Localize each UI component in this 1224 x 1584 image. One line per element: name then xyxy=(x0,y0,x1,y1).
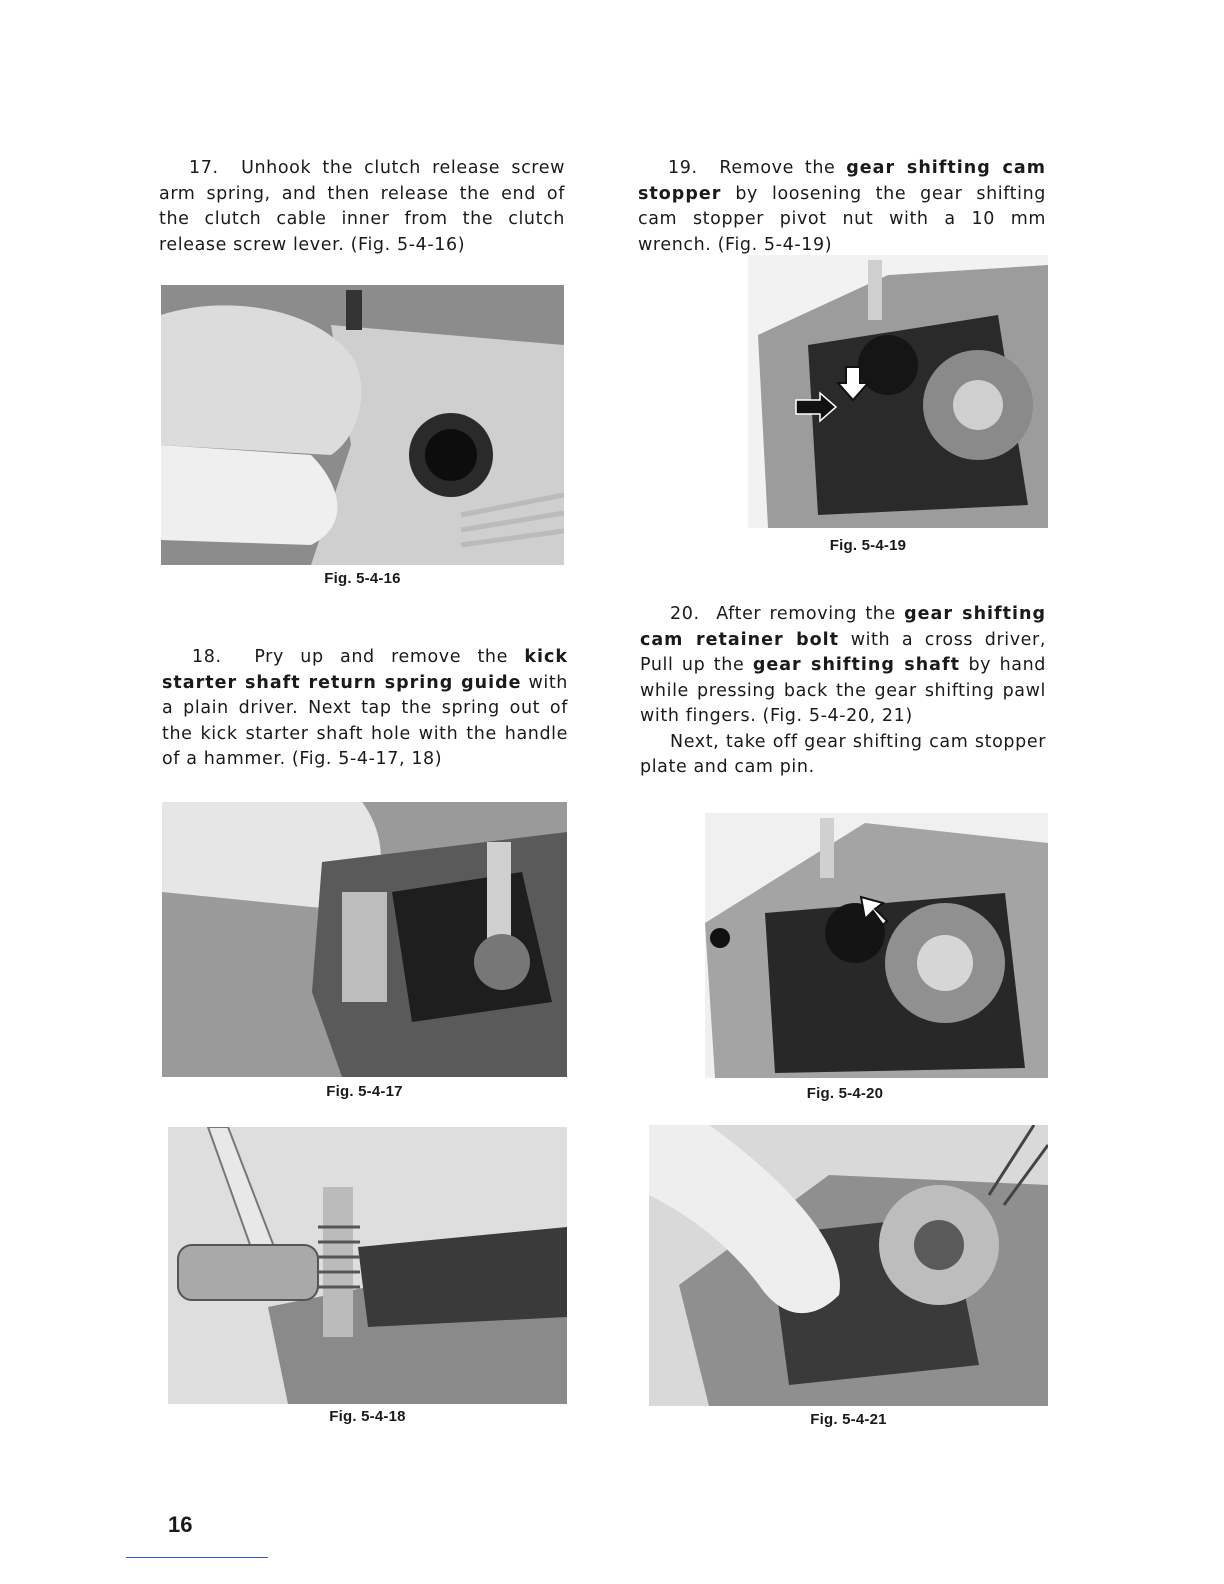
step-20-text-1: After removing the xyxy=(716,604,896,624)
step-19-number: 19. xyxy=(668,158,698,178)
caption-fig-5-4-21: Fig. 5-4-21 xyxy=(810,1411,887,1428)
photo-fig-5-4-17 xyxy=(162,802,567,1077)
caption-fig-5-4-19: Fig. 5-4-19 xyxy=(829,537,907,554)
step-20 xyxy=(640,602,1046,781)
step-20-text-2: with a cross driver, Pull up the xyxy=(640,629,1046,675)
step-18-bold-1: kick starter shaft return spring guide xyxy=(162,647,568,693)
step-18 xyxy=(162,645,568,773)
photo-fig-5-4-18 xyxy=(168,1127,567,1404)
step-18-number: 18. xyxy=(192,647,222,667)
step-20-bold-1: gear shifting cam retainer bolt xyxy=(640,604,1047,650)
step-19-bold-1: gear shifting cam stopper xyxy=(638,158,1046,204)
step-19-text-2: by loosening the gear shifting cam stopper pivot nut with a 10 mm wrench. (Fig. 5-4-19) xyxy=(638,183,1046,255)
step-19-text-1: Remove the xyxy=(719,158,836,178)
step-20-bold-2: gear shifting shaft xyxy=(752,655,960,675)
step-17-number: 17. xyxy=(189,158,219,178)
page-number: 16 xyxy=(168,1512,193,1537)
caption-fig-5-4-16: Fig. 5-4-16 xyxy=(324,570,401,587)
step-19 xyxy=(638,156,1046,258)
step-20-text-4: Next, take off gear shifting cam stopper plate and cam pin. xyxy=(640,731,1046,777)
caption-fig-5-4-17: Fig. 5-4-17 xyxy=(326,1083,403,1100)
photo-fig-5-4-20 xyxy=(705,813,1048,1078)
photo-fig-5-4-21 xyxy=(649,1125,1048,1406)
step-17 xyxy=(159,156,565,258)
step-18-text-2: with a plain driver. Next tap the spring out of the kick starter shaft hole with the handle of a hammer. (Fig. 5-4-17, 18) xyxy=(162,672,568,769)
step-18-text-1: Pry up and remove the xyxy=(254,647,508,667)
step-20-text-3: by hand while pressing back the gear shifting pawl with fingers. (Fig. 5-4-20, 21) xyxy=(640,655,1046,726)
step-17-text: Unhook the clutch release screw arm spring, and then release the end of the clutch cable inner from the clutch release screw lever. (Fig. 5-4-16) xyxy=(159,158,565,255)
photo-fig-5-4-16 xyxy=(161,285,564,565)
caption-fig-5-4-20: Fig. 5-4-20 xyxy=(806,1085,884,1102)
caption-fig-5-4-18: Fig. 5-4-18 xyxy=(329,1408,406,1425)
footer-rule xyxy=(126,1557,268,1558)
photo-fig-5-4-19 xyxy=(748,255,1048,528)
step-20-number: 20. xyxy=(670,604,700,624)
